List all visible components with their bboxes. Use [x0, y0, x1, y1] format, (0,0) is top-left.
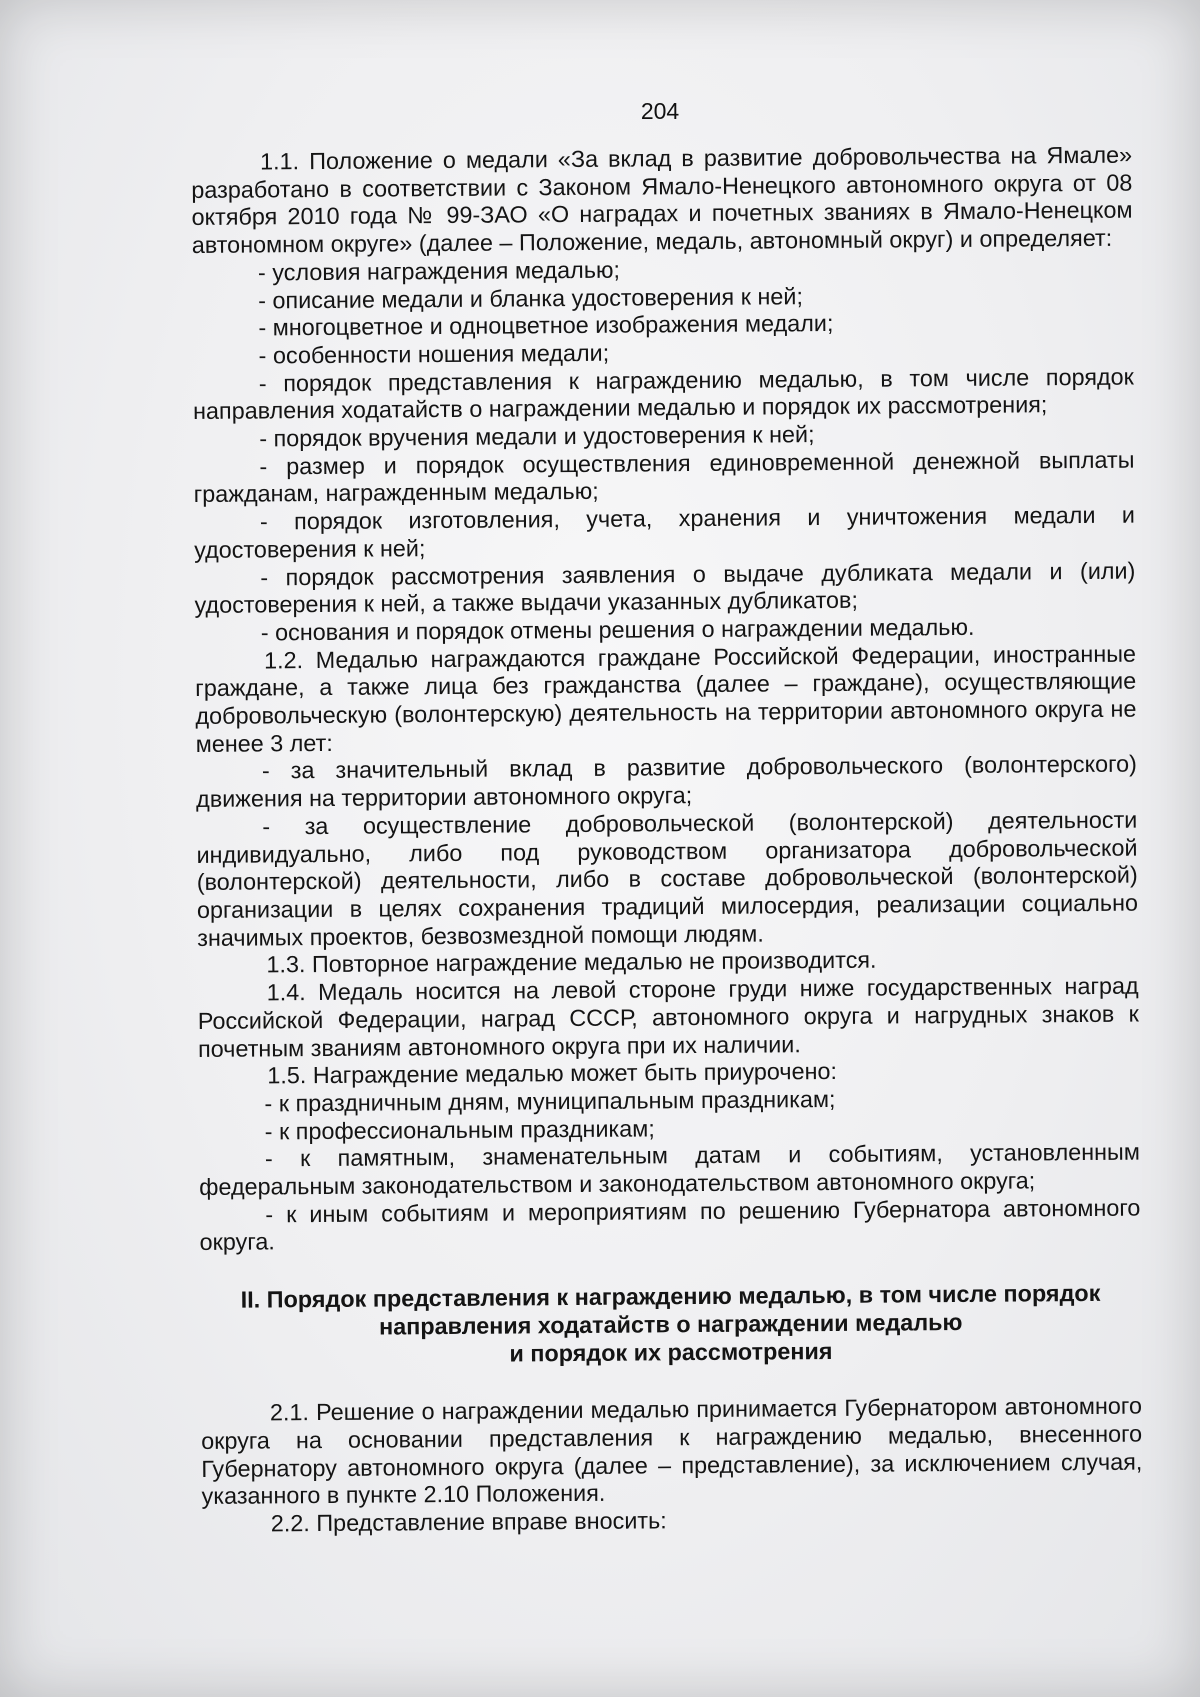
list-item: - особенности ношения медали; [258, 339, 610, 369]
list-item: - описание медали и бланка удостоверения к ней; [258, 282, 803, 313]
paragraph-2-1: 2.1. Решение о награждении медалью принимается Губернатором автономного округа на основании представления к награждению медалью, внесенного Губернатору автономного округа (далее – представление), за исключением случая, указанного в пункте 2.10 Положения. [201, 1392, 1143, 1510]
list-item: - порядок изготовления, учета, хранения и уничтожения медали и удостоверения к ней; [194, 501, 1136, 563]
list-item: - к иным событиям и мероприятиям по решению Губернатора автономного округа. [199, 1194, 1141, 1256]
list-item: - основания и порядок отмены решения о награждении медалью. [260, 613, 975, 646]
list-item: - условия награждения медалью; [257, 256, 621, 286]
list-item: - порядок представления к награждению медалью, в том числе порядок направления ходатайств о награждении медалью и порядок их рассмотрения; [192, 363, 1134, 425]
list-item: - порядок вручения медали и удостоверения к ней; [259, 421, 815, 452]
list-item: - порядок рассмотрения заявления о выдаче дубликата медали и (или) удостоверения к ней, а также выдачи указанных дубликатов; [194, 557, 1136, 619]
list-item: - к праздничным дням, муниципальным праздникам; [264, 1085, 836, 1117]
paragraph-1-1: 1.1. Положение о медали «За вклад в развитие добровольчества на Ямале» разработано в соответствии с Законом Ямало-Ненецкого автономного округа от 08 октября 2010 года № 99-ЗАО «О наградах и почетных званиях в Ямало-Ненецком автономном округе» (далее – Положение, медаль, автономный округ) и определяет: [191, 141, 1133, 259]
document-body [191, 142, 1143, 1539]
list-item: - за осуществление добровольческой (волонтерской) деятельности индивидуально, либо под руководством организатора добровольческой (волонтерской) деятельности, либо в составе добровольческой (волонтерской) организации в целях сохранения традиций милосердия, реализации социально значимых проектов, безвозмездной помощи людям. [196, 806, 1139, 951]
list-item: - к памятным, знаменательным датам и событиям, установленным федеральным законодательством и законодательством автономного округа; [199, 1138, 1141, 1200]
section-heading-line: и порядок их рассмотрения [509, 1337, 833, 1367]
paragraph-2-2: 2.2. Представление вправе вносить: [270, 1507, 667, 1537]
list-item: - к профессиональным праздникам; [264, 1114, 655, 1145]
list-item: - многоцветное и одноцветное изображения медали; [258, 310, 834, 341]
section-heading [200, 1280, 1142, 1370]
paragraph-1-2: 1.2. Медалью награждаются граждане Российской Федерации, иностранные граждане, а также лица без гражданства (далее – граждане), осуществляющие добровольческую (волонтерскую) деятельность на территории автономного округа не менее 3 лет: [195, 640, 1137, 757]
list-item: - размер и порядок осуществления единовременной денежной выплаты гражданам, награжденным медалью; [193, 446, 1135, 508]
paragraph-1-5: 1.5. Награждение медалью может быть приурочено: [267, 1058, 838, 1089]
paragraph-1-3: 1.3. Повторное награждение медалью не производится. [266, 947, 877, 978]
paragraph-1-4: 1.4. Медаль носится на левой стороне груди ниже государственных наград Российской Федерации, наград СССР, автономного округа и нагрудных знаков к почетным званиям автономного округа при их наличии. [197, 972, 1139, 1062]
section-heading-line: направления ходатайств о награждении медалью [378, 1308, 963, 1340]
list-item: - за значительный вклад в развитие добровольческого (волонтерского) движения на территории автономного округа; [196, 751, 1137, 813]
page-number: 204 [640, 98, 680, 124]
section-heading-line: II. Порядок представления к награждению медалью, в том числе порядок [240, 1280, 1101, 1313]
